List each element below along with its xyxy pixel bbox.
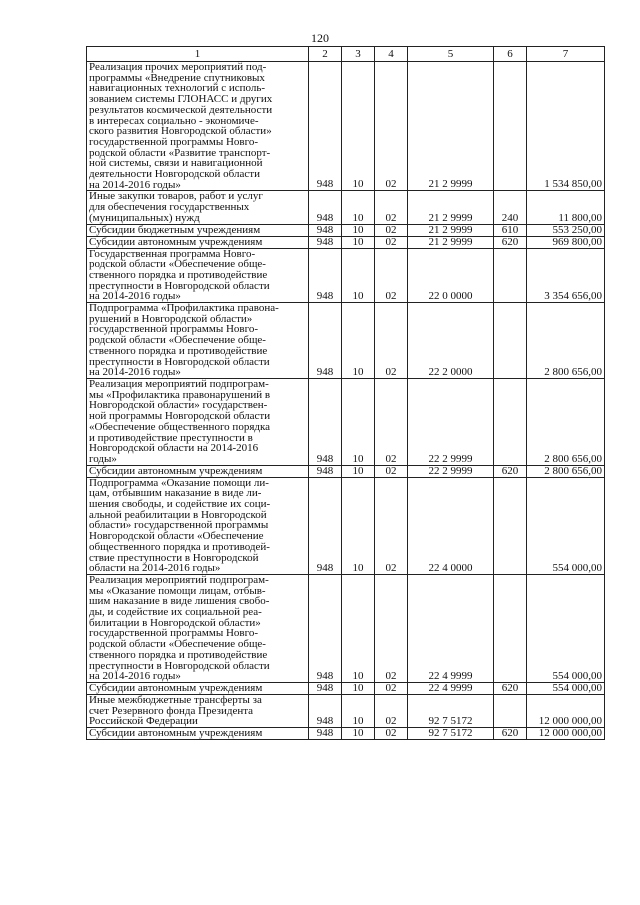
section-code: 10 (342, 303, 375, 379)
target-article-code: 21 2 9999 (408, 62, 494, 191)
description-line: Новгородской области на 2014-2016 (89, 442, 259, 455)
table-row (87, 236, 605, 248)
amount-value: 2 800 656,00 (527, 303, 605, 379)
description-line: в интересах социально - экономиче- (89, 114, 259, 127)
target-article-code: 21 2 9999 (408, 224, 494, 236)
subsection-code: 02 (375, 378, 408, 465)
description-line: зованием системы ГЛОНАСС и других (89, 93, 273, 106)
description-line: мы «Оказание помощи лицам, отбыв- (89, 584, 266, 597)
subsection-code: 02 (375, 477, 408, 574)
ministry-code: 948 (309, 465, 342, 477)
description-line: Субсидии автономным учреждениям (89, 727, 263, 740)
subsection-code: 02 (375, 574, 408, 682)
description-line: цам, отбывшим наказание в виде ли- (89, 487, 262, 500)
section-code: 10 (342, 477, 375, 574)
description-line: области» государственной программы (89, 519, 269, 532)
subsection-code: 02 (375, 62, 408, 191)
description-line: на 2014-2016 годы» (89, 290, 181, 303)
amount-value: 12 000 000,00 (527, 728, 605, 740)
amount-value: 1 534 850,00 (527, 62, 605, 191)
target-article-code: 92 7 5172 (408, 728, 494, 740)
table-row (87, 477, 605, 574)
column-header-5: 5 (408, 47, 494, 62)
row-description (87, 465, 309, 477)
description-line: ной системы, связи и навигационной (89, 157, 263, 170)
subsection-code: 02 (375, 682, 408, 694)
description-line: и противодействие преступности в (89, 431, 253, 444)
row-description (87, 694, 309, 727)
description-line: программы «Внедрение спутниковых (89, 71, 265, 84)
expense-type-code: 620 (494, 236, 527, 248)
section-code: 10 (342, 682, 375, 694)
column-header-3: 3 (342, 47, 375, 62)
description-line: на 2014-2016 годы» (89, 670, 181, 683)
description-line: Субсидии бюджетным учреждениям (89, 223, 261, 236)
row-description (87, 191, 309, 224)
description-line: Реализация прочих мероприятий под- (89, 61, 267, 73)
description-line: ственного порядка и противодействие (89, 344, 268, 357)
ministry-code: 948 (309, 303, 342, 379)
amount-value: 554 000,00 (527, 477, 605, 574)
description-line: ственного порядка и противодействие (89, 268, 268, 281)
description-line: государственной программы Новго- (89, 627, 259, 640)
subsection-code: 02 (375, 694, 408, 727)
target-article-code: 22 4 0000 (408, 477, 494, 574)
header-row (87, 47, 605, 62)
section-code: 10 (342, 728, 375, 740)
description-line: Подпрограмма «Оказание помощи ли- (89, 476, 269, 489)
description-line: Новгородской области «Обеспечение (89, 530, 264, 543)
description-line: родской области «Развитие транспорт- (89, 146, 271, 159)
description-line: ствие преступности в Новгородской (89, 551, 259, 564)
amount-value: 554 000,00 (527, 682, 605, 694)
section-code: 10 (342, 236, 375, 248)
description-line: счет Резервного фонда Президента (89, 704, 254, 717)
expense-type-code (494, 694, 527, 727)
subsection-code: 02 (375, 224, 408, 236)
subsection-code: 02 (375, 728, 408, 740)
description-line: альной реабилитации в Новгородской (89, 508, 267, 521)
column-header-7: 7 (527, 47, 605, 62)
target-article-code: 22 2 0000 (408, 303, 494, 379)
section-code: 10 (342, 62, 375, 191)
table-row (87, 62, 605, 191)
expense-type-code (494, 574, 527, 682)
ministry-code: 948 (309, 682, 342, 694)
amount-value: 3 354 656,00 (527, 248, 605, 303)
description-line: Субсидии автономным учреждениям (89, 464, 263, 477)
target-article-code: 22 0 0000 (408, 248, 494, 303)
subsection-code: 02 (375, 248, 408, 303)
description-line: родской области «Обеспечение обще- (89, 334, 266, 347)
description-line: родской области «Обеспечение обще- (89, 638, 266, 651)
section-code: 10 (342, 574, 375, 682)
description-line: навигационных технологий с исполь- (89, 82, 266, 95)
target-article-code: 92 7 5172 (408, 694, 494, 727)
row-description (87, 303, 309, 379)
table-row (87, 191, 605, 224)
description-line: Иные закупки товаров, работ и услуг (89, 190, 263, 203)
budget-table (86, 46, 605, 740)
description-line: преступности в Новгородской области (89, 659, 270, 672)
description-line: шения свободы, и содействие их соци- (89, 498, 271, 511)
description-line: «Обеспечение общественного порядка (89, 420, 271, 433)
description-line: годы» (89, 452, 117, 465)
section-code: 10 (342, 378, 375, 465)
row-description (87, 62, 309, 191)
row-description (87, 682, 309, 694)
description-line: билитации в Новгородской области» (89, 616, 261, 629)
description-line: родской области «Обеспечение обще- (89, 258, 266, 271)
target-article-code: 22 4 9999 (408, 682, 494, 694)
expense-type-code (494, 248, 527, 303)
description-line: государственной программы Новго- (89, 135, 259, 148)
row-description (87, 248, 309, 303)
column-header-6: 6 (494, 47, 527, 62)
description-line: области на 2014-2016 годы» (89, 562, 221, 575)
ministry-code: 948 (309, 728, 342, 740)
description-line: рушений в Новгородской области» (89, 312, 253, 325)
table-row (87, 694, 605, 727)
expense-type-code: 620 (494, 682, 527, 694)
table-row (87, 574, 605, 682)
description-line: ной программы Новгородской области (89, 410, 271, 423)
expense-type-code: 240 (494, 191, 527, 224)
description-line: Новгородской области» государствен- (89, 399, 268, 412)
expense-type-code (494, 62, 527, 191)
description-line: на 2014-2016 годы» (89, 178, 181, 191)
ministry-code: 948 (309, 236, 342, 248)
table-row (87, 682, 605, 694)
expense-type-code (494, 477, 527, 574)
section-code: 10 (342, 465, 375, 477)
description-line: шим наказание в виде лишения свобо- (89, 595, 270, 608)
section-code: 10 (342, 191, 375, 224)
amount-value: 554 000,00 (527, 574, 605, 682)
table-row (87, 465, 605, 477)
section-code: 10 (342, 694, 375, 727)
ministry-code: 948 (309, 224, 342, 236)
amount-value: 12 000 000,00 (527, 694, 605, 727)
description-line: преступности в Новгородской области (89, 279, 270, 292)
amount-value: 553 250,00 (527, 224, 605, 236)
description-line: Российской Федерации (89, 715, 198, 728)
subsection-code: 02 (375, 236, 408, 248)
subsection-code: 02 (375, 191, 408, 224)
description-line: на 2014-2016 годы» (89, 366, 181, 379)
description-line: Государственная программа Новго- (89, 247, 256, 260)
ministry-code: 948 (309, 477, 342, 574)
description-line: Реализация мероприятий подпрограм- (89, 573, 269, 586)
expense-type-code: 610 (494, 224, 527, 236)
column-header-2: 2 (309, 47, 342, 62)
row-description (87, 728, 309, 740)
section-code: 10 (342, 224, 375, 236)
table-row (87, 224, 605, 236)
row-description (87, 477, 309, 574)
column-header-4: 4 (375, 47, 408, 62)
table-row (87, 248, 605, 303)
subsection-code: 02 (375, 465, 408, 477)
amount-value: 969 800,00 (527, 236, 605, 248)
row-description (87, 574, 309, 682)
description-line: ды, и содействие их социальной реа- (89, 606, 262, 619)
subsection-code: 02 (375, 303, 408, 379)
section-code: 10 (342, 248, 375, 303)
description-line: Реализация мероприятий подпрограм- (89, 377, 269, 390)
description-line: ственного порядка и противодействие (89, 648, 268, 661)
table-body (87, 62, 605, 740)
expense-type-code: 620 (494, 465, 527, 477)
description-line: (муниципальных) нужд (89, 211, 200, 224)
ministry-code: 948 (309, 62, 342, 191)
ministry-code: 948 (309, 191, 342, 224)
row-description (87, 378, 309, 465)
expense-type-code: 620 (494, 728, 527, 740)
table-row (87, 303, 605, 379)
description-line: общественного порядка и противодей- (89, 540, 270, 553)
amount-value: 11 800,00 (527, 191, 605, 224)
description-line: Субсидии автономным учреждениям (89, 682, 263, 695)
row-description (87, 224, 309, 236)
target-article-code: 21 2 9999 (408, 236, 494, 248)
ministry-code: 948 (309, 378, 342, 465)
description-line: Подпрограмма «Профилактика правона- (89, 302, 279, 315)
row-description (87, 236, 309, 248)
target-article-code: 21 2 9999 (408, 191, 494, 224)
description-line: деятельности Новгородской области (89, 168, 260, 181)
target-article-code: 22 4 9999 (408, 574, 494, 682)
amount-value: 2 800 656,00 (527, 378, 605, 465)
ministry-code: 948 (309, 694, 342, 727)
description-line: для обеспечения государственных (89, 201, 250, 214)
expense-type-code (494, 303, 527, 379)
amount-value: 2 800 656,00 (527, 465, 605, 477)
ministry-code: 948 (309, 574, 342, 682)
target-article-code: 22 2 9999 (408, 378, 494, 465)
description-line: Иные межбюджетные трансферты за (89, 693, 262, 706)
expense-type-code (494, 378, 527, 465)
target-article-code: 22 2 9999 (408, 465, 494, 477)
description-line: Субсидии автономным учреждениям (89, 235, 263, 248)
table-row (87, 728, 605, 740)
table-row (87, 378, 605, 465)
page-number: 120 (311, 31, 329, 45)
column-header-1: 1 (87, 47, 309, 62)
description-line: ского развития Новгородской области» (89, 125, 272, 138)
description-line: результатов космической деятельности (89, 103, 273, 116)
ministry-code: 948 (309, 248, 342, 303)
description-line: государственной программы Новго- (89, 323, 259, 336)
description-line: мы «Профилактика правонарушений в (89, 388, 271, 401)
description-line: преступности в Новгородской области (89, 355, 270, 368)
